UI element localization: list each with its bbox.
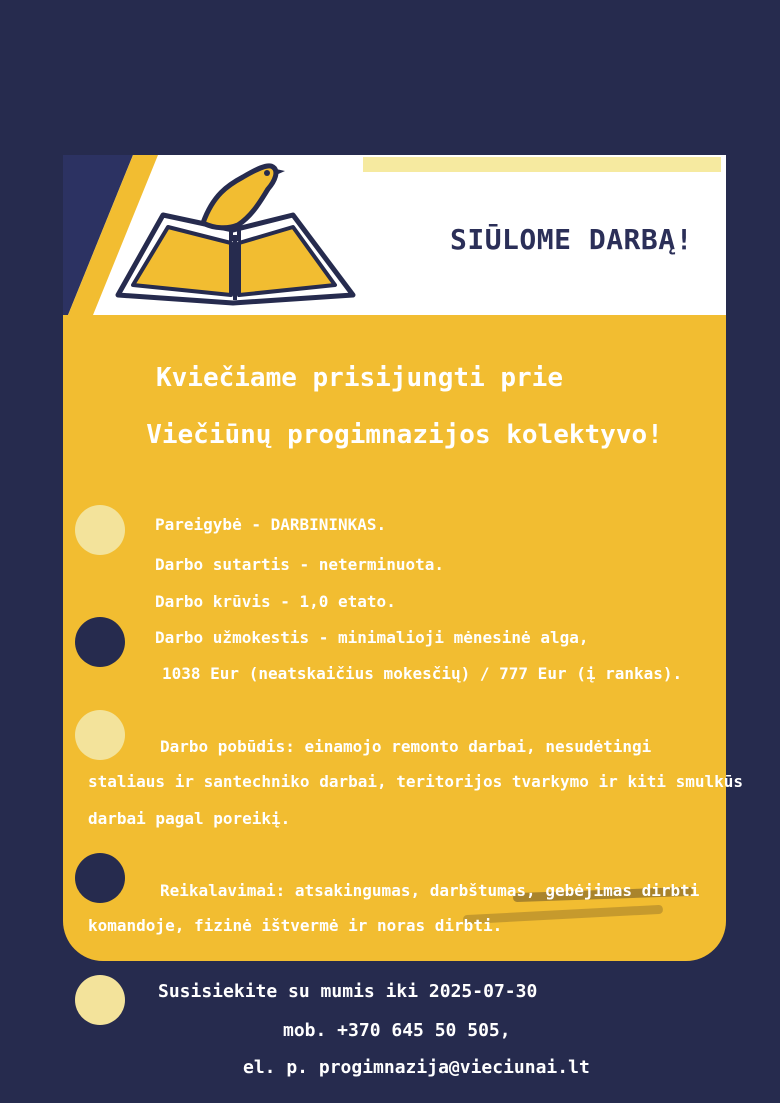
bullet-dot [75,505,125,555]
contact-deadline: Susisiekite su mumis iki 2025-07-30 [158,981,538,1002]
position-text: Pareigybė - DARBININKAS. [155,515,387,534]
contact-phone: mob. +370 645 50 505, [283,1020,511,1041]
bullet-dot [75,617,125,667]
header-banner [63,155,726,315]
requirements-line-2: komandoje, fizinė ištvermė ir noras dirbti. [88,916,503,935]
salary-text: Darbo užmokestis - minimalioji mėnesinė alga, [155,628,589,647]
requirements-line-1: Reikalavimai: atsakingumas, darbštumas, gebėjimas dirbti [160,881,700,900]
bullet-dot [75,710,125,760]
header-accent-strip [363,157,721,172]
work-nature-line-2: staliaus ir santechniko darbai, teritorijos tvarkymo ir kiti smulkūs [88,772,744,791]
bullet-dot [75,975,125,1025]
work-nature-line-3: darbai pagal poreikį. [88,809,291,828]
header-title: SIŪLOME DARBĄ! [449,223,693,256]
work-nature-line-1: Darbo pobūdis: einamojo remonto darbai, nesudėtingi [160,737,652,756]
contact-email: el. p. progimnazija@vieciunai.lt [243,1057,590,1078]
salary-amount-text: 1038 Eur (neatskaičius mokesčių) / 777 Eur (į rankas). [162,664,683,683]
contract-text: Darbo sutartis - neterminuota. [155,555,444,574]
workload-text: Darbo krūvis - 1,0 etato. [155,592,396,611]
bullet-dot [75,853,125,903]
invite-line-2: Viečiūnų progimnazijos kolektyvo! [146,420,663,450]
invite-line-1: Kviečiame prisijungti prie [156,363,563,393]
